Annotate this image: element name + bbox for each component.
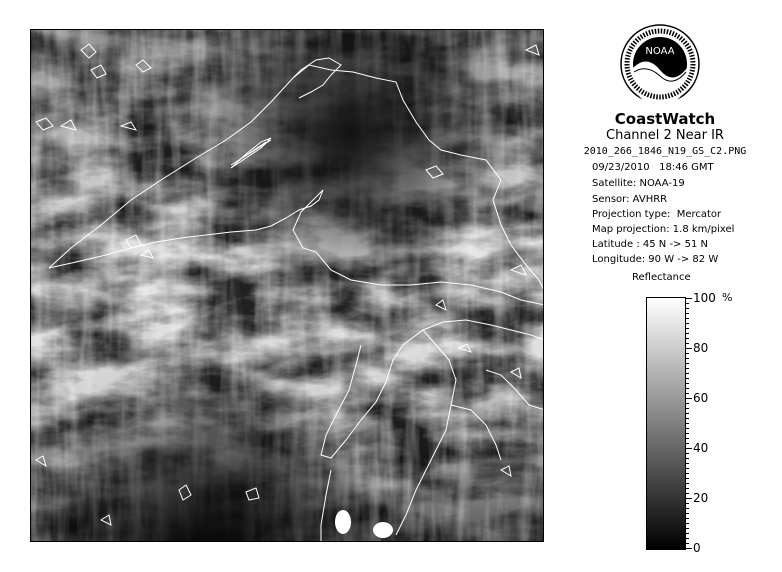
colorbar-minor-tick <box>686 518 689 519</box>
colorbar-minor-tick <box>686 503 689 504</box>
logo-text: NOAA <box>645 46 675 57</box>
colorbar-minor-tick <box>686 303 689 304</box>
colorbar-minor-tick <box>686 543 689 544</box>
colorbar-title: Reflectance <box>632 272 691 283</box>
colorbar-minor-tick <box>686 403 689 404</box>
colorbar-minor-tick <box>686 428 689 429</box>
colorbar-tick-label: 100 <box>693 291 716 305</box>
colorbar-minor-tick <box>686 373 689 374</box>
channel-label: Channel 2 Near IR <box>606 128 724 143</box>
colorbar-minor-tick <box>686 358 689 359</box>
colorbar-minor-tick <box>686 363 689 364</box>
colorbar-minor-tick <box>686 393 689 394</box>
colorbar-tick-label: 40 <box>693 441 709 455</box>
projection-type-label: Projection type: Mercator <box>592 209 722 220</box>
colorbar-minor-tick <box>686 538 689 539</box>
colorbar-minor-tick <box>686 453 689 454</box>
colorbar-minor-tick <box>686 418 689 419</box>
colorbar-minor-tick <box>686 438 689 439</box>
colorbar-tick-label: 80 <box>693 341 709 355</box>
colorbar-minor-tick <box>686 523 689 524</box>
colorbar-tick <box>686 448 692 449</box>
colorbar-tick-label: 20 <box>693 491 709 505</box>
colorbar-minor-tick <box>686 468 689 469</box>
colorbar-minor-tick <box>686 378 689 379</box>
datetime-label: 09/23/2010 18:46 GMT <box>592 162 714 173</box>
colorbar-minor-tick <box>686 368 689 369</box>
colorbar-tick <box>686 298 692 299</box>
latitude-label: Latitude : 45 N -> 51 N <box>592 239 708 250</box>
colorbar-tick <box>686 348 692 349</box>
colorbar-tick <box>686 548 692 549</box>
colorbar-minor-tick <box>686 313 689 314</box>
colorbar-tick <box>686 498 692 499</box>
colorbar-minor-tick <box>686 308 689 309</box>
longitude-label: Longitude: 90 W -> 82 W <box>592 254 719 265</box>
colorbar-minor-tick <box>686 338 689 339</box>
reflectance-colorbar <box>646 297 686 550</box>
colorbar-minor-tick <box>686 508 689 509</box>
colorbar-minor-tick <box>686 333 689 334</box>
colorbar-minor-tick <box>686 483 689 484</box>
colorbar-minor-tick <box>686 383 689 384</box>
colorbar-minor-tick <box>686 463 689 464</box>
noaa-logo <box>620 24 700 104</box>
product-title: CoastWatch <box>614 110 716 128</box>
satellite-image <box>30 29 544 542</box>
colorbar-minor-tick <box>686 423 689 424</box>
colorbar-minor-tick <box>686 458 689 459</box>
reflectance-imagery <box>31 30 544 542</box>
colorbar-minor-tick <box>686 323 689 324</box>
colorbar-minor-tick <box>686 388 689 389</box>
colorbar-minor-tick <box>686 473 689 474</box>
colorbar-tick-label: 60 <box>693 391 709 405</box>
colorbar-minor-tick <box>686 408 689 409</box>
colorbar-minor-tick <box>686 343 689 344</box>
colorbar-minor-tick <box>686 478 689 479</box>
colorbar-minor-tick <box>686 353 689 354</box>
colorbar-tick <box>686 398 692 399</box>
file-name: 2010_266_1846_N19_GS_C2.PNG <box>583 146 747 157</box>
colorbar-minor-tick <box>686 413 689 414</box>
colorbar-minor-tick <box>686 513 689 514</box>
colorbar-minor-tick <box>686 328 689 329</box>
colorbar-minor-tick <box>686 488 689 489</box>
sensor-label: Sensor: AVHRR <box>592 194 668 205</box>
colorbar-unit: % <box>722 291 733 304</box>
colorbar-tick-label: 0 <box>693 541 701 555</box>
colorbar-minor-tick <box>686 443 689 444</box>
colorbar-minor-tick <box>686 318 689 319</box>
colorbar-minor-tick <box>686 528 689 529</box>
colorbar-minor-tick <box>686 533 689 534</box>
colorbar-minor-tick <box>686 493 689 494</box>
satellite-label: Satellite: NOAA-19 <box>592 178 685 189</box>
colorbar-minor-tick <box>686 433 689 434</box>
map-projection-label: Map projection: 1.8 km/pixel <box>592 224 735 235</box>
